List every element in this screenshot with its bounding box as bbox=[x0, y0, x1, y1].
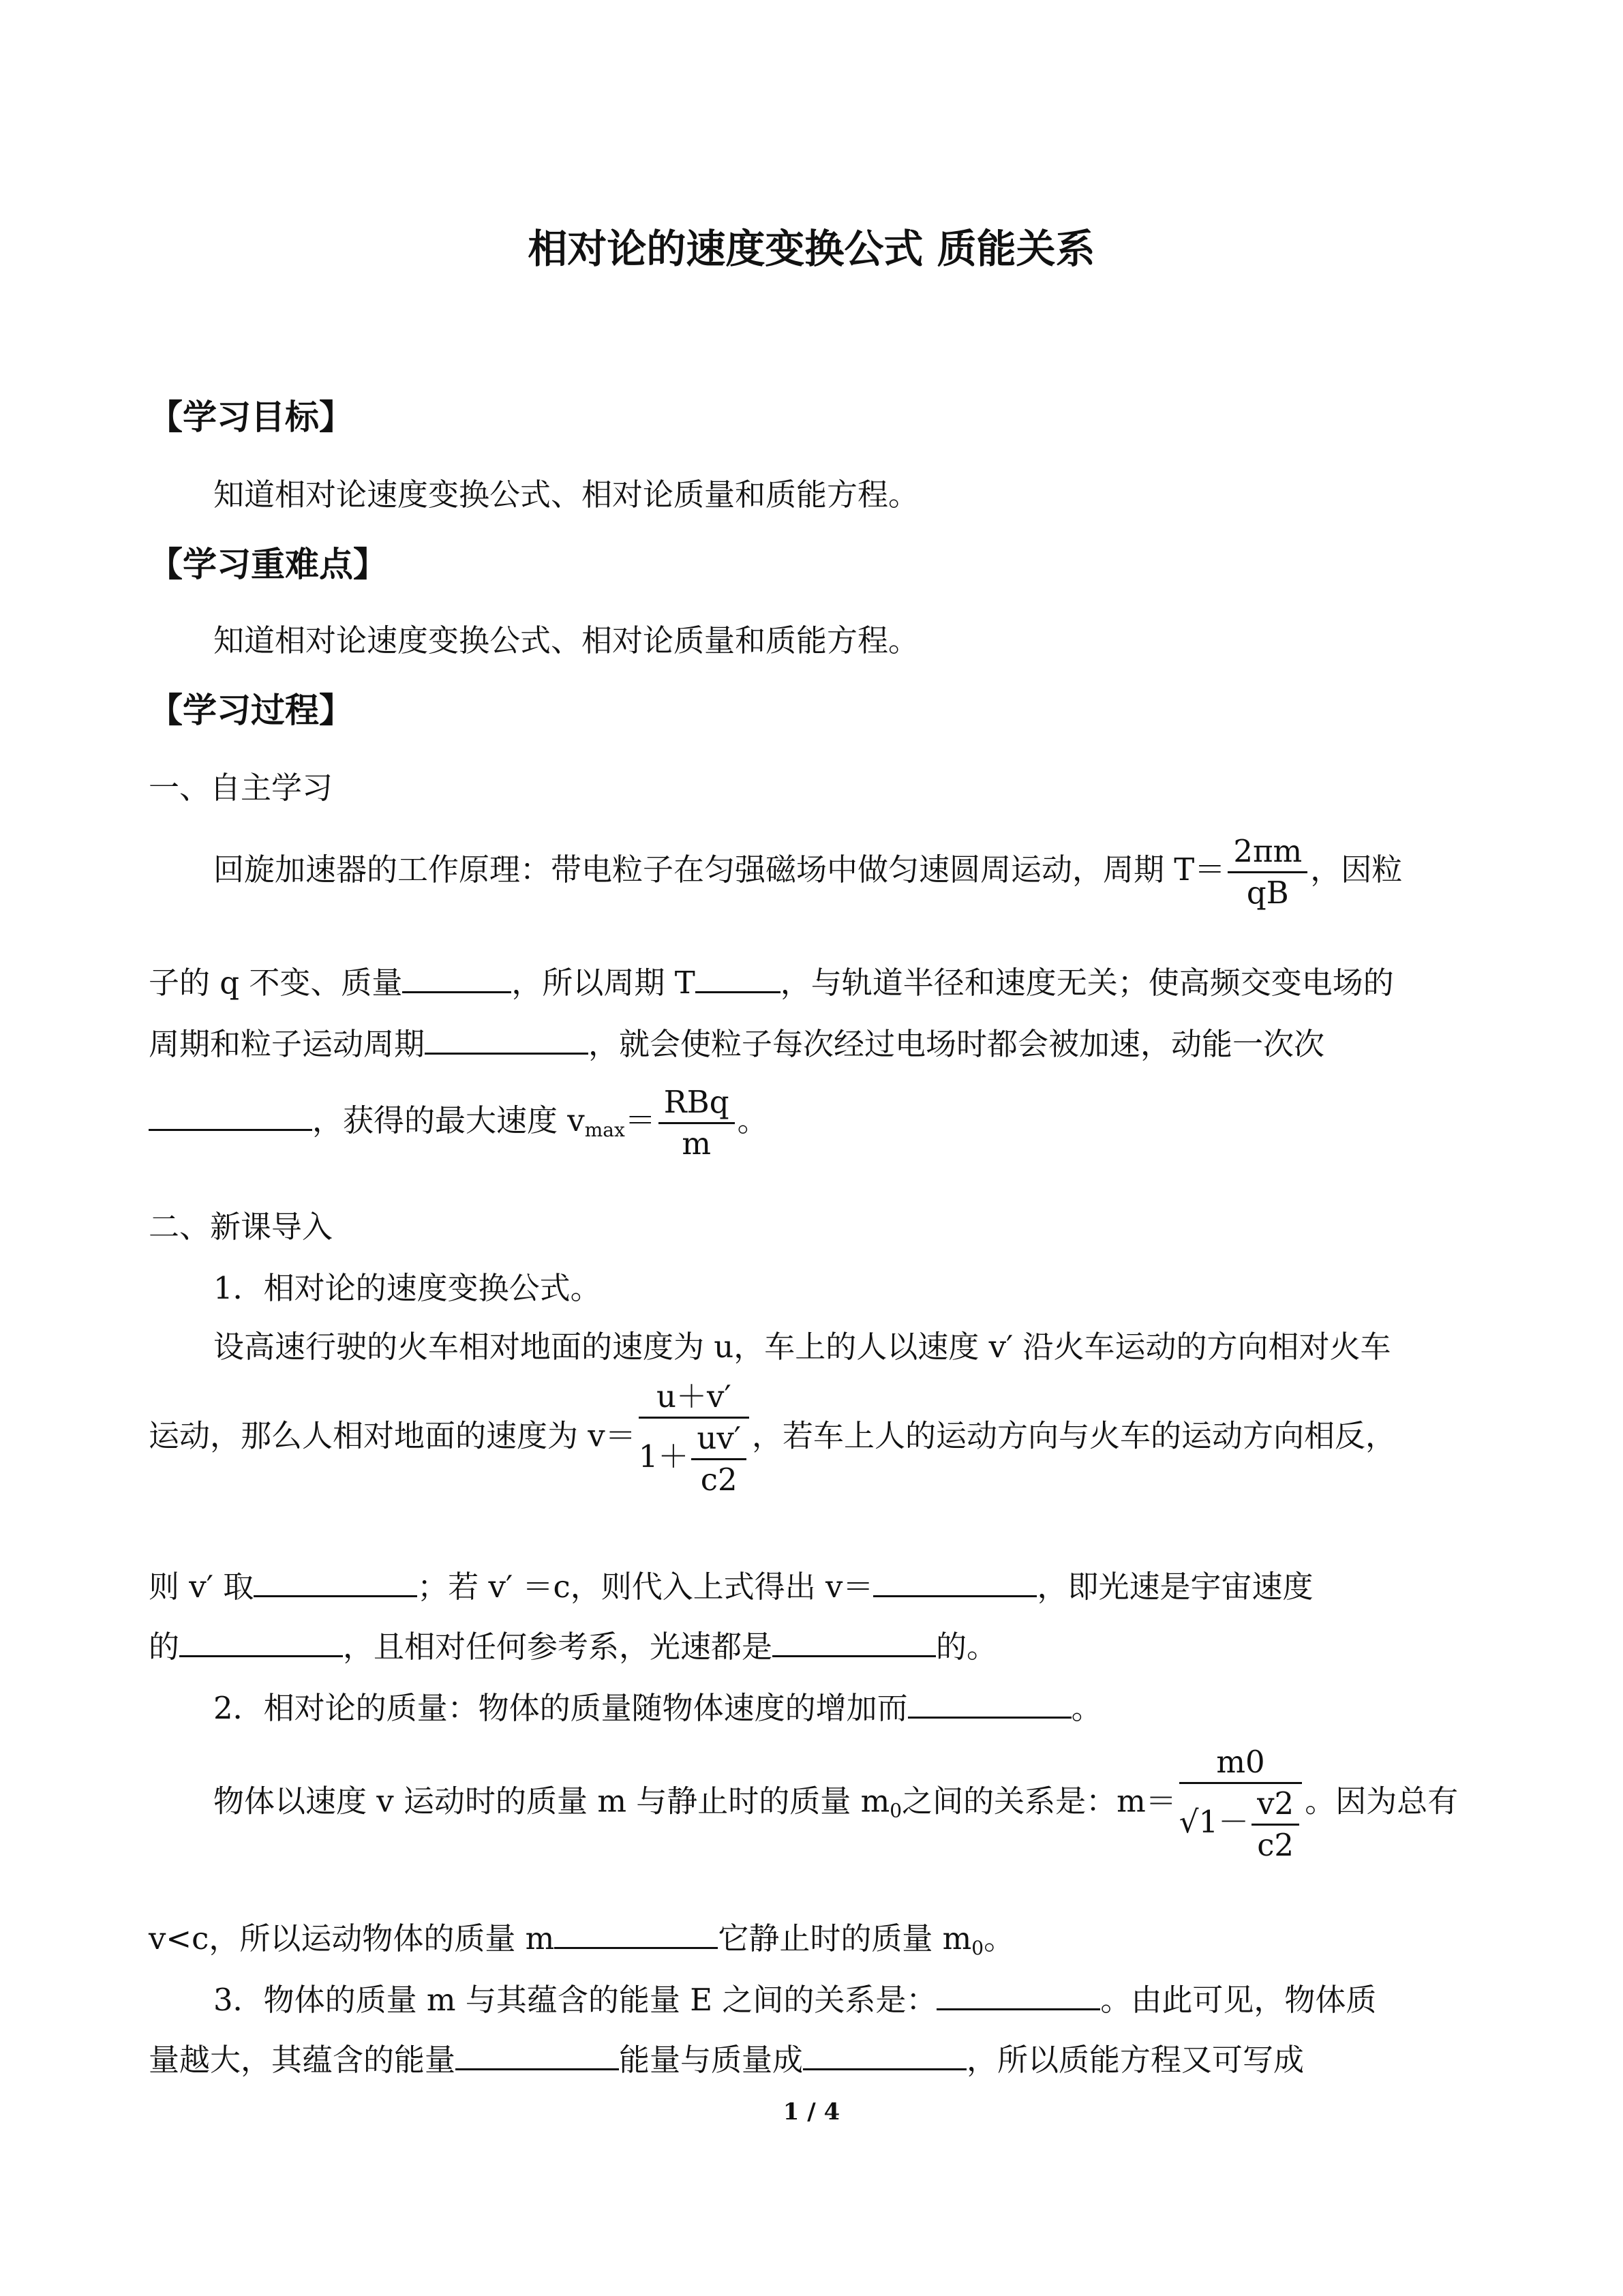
part1-paragraph-3 bbox=[149, 1018, 1324, 1065]
text-run: 回旋加速器的工作原理：带电粒子在匀强磁场中做匀速圆周运动，周期 T＝ bbox=[213, 851, 1226, 888]
blank-line bbox=[908, 1682, 1072, 1719]
section-2-heading bbox=[213, 1682, 1102, 1729]
key-heading: 【学习重难点】 bbox=[149, 545, 387, 584]
text-run: 的。 bbox=[936, 1629, 998, 1665]
fraction-numerator: v2 bbox=[1252, 1784, 1299, 1826]
fraction-numerator: uv′ bbox=[691, 1419, 746, 1460]
blank-line bbox=[425, 1018, 588, 1055]
text-run: 1＋ bbox=[638, 1438, 689, 1475]
text-run: ，若车上人的运动方向与火车的运动方向相反， bbox=[752, 1417, 1397, 1454]
part1-heading: 一、自主学习 bbox=[149, 770, 333, 806]
fraction-denominator bbox=[639, 1419, 749, 1500]
fraction-numerator: 2πm bbox=[1228, 832, 1307, 873]
blank-line bbox=[772, 1621, 936, 1657]
section-1-paragraph-4 bbox=[149, 1621, 997, 1667]
subscript: 0 bbox=[890, 1799, 902, 1822]
text-run: 则 v′ 取 bbox=[149, 1569, 254, 1605]
key-text: 知道相对论速度变换公式、相对论质量和质能方程。 bbox=[213, 622, 920, 659]
section-1-heading: 1．相对论的速度变换公式。 bbox=[213, 1270, 601, 1306]
section-2-paragraph-1 bbox=[213, 1742, 1458, 1865]
text-run: v<c，所以运动物体的质量 m bbox=[149, 1920, 555, 1957]
text-run: ，所以质能方程又可写成 bbox=[967, 2042, 1305, 2078]
blank-line bbox=[695, 957, 780, 993]
fraction-denominator: qB bbox=[1246, 875, 1289, 911]
part1-paragraph-2 bbox=[149, 957, 1394, 1003]
text-run: 。由此可见，物体质 bbox=[1100, 1982, 1377, 2018]
text-run: ＝ bbox=[624, 1102, 656, 1138]
page-number: 1 / 4 bbox=[783, 2098, 840, 2126]
inner-fraction bbox=[691, 1419, 746, 1500]
text-run: ，所以周期 T bbox=[511, 965, 695, 1001]
page-title: 相对论的速度变换公式 质能关系 bbox=[528, 226, 1095, 272]
text-run: 子的 q 不变、质量 bbox=[149, 965, 403, 1001]
process-heading: 【学习过程】 bbox=[149, 691, 353, 730]
blank-line bbox=[179, 1621, 343, 1657]
text-run: 3．物体的质量 m 与其蕴含的能量 E 之间的关系是： bbox=[213, 1982, 937, 2018]
text-run: 它静止时的质量 m bbox=[718, 1920, 972, 1957]
text-run: 周期和粒子运动周期 bbox=[149, 1026, 425, 1062]
part2-heading: 二、新课导入 bbox=[149, 1209, 333, 1245]
text-run: ，获得的最大速度 v bbox=[312, 1102, 585, 1138]
text-run: ，就会使粒子每次经过电场时都会被加速，动能一次次 bbox=[588, 1026, 1325, 1062]
fraction-denominator: c2 bbox=[1257, 1827, 1294, 1863]
fraction-denominator: c2 bbox=[700, 1462, 738, 1498]
text-run: 1－ bbox=[1198, 1804, 1249, 1840]
goal-heading: 【学习目标】 bbox=[149, 397, 353, 437]
text-run: ，因粒 bbox=[1310, 851, 1403, 888]
part1-paragraph-4 bbox=[149, 1083, 768, 1164]
blank-line bbox=[873, 1561, 1037, 1597]
blank-line bbox=[554, 1913, 718, 1949]
text-run: 物体以速度 v 运动时的质量 m 与静止时的质量 m bbox=[213, 1783, 890, 1819]
fraction-denominator bbox=[1179, 1784, 1302, 1865]
text-run: 的 bbox=[149, 1629, 180, 1665]
blank-line bbox=[455, 2034, 619, 2070]
text-run: 。 bbox=[1071, 1690, 1102, 1726]
text-run: 量越大，其蕴含的能量 bbox=[149, 2042, 456, 2078]
radicand-fraction bbox=[1252, 1784, 1299, 1865]
text-run: 2．相对论的质量：物体的质量随物体速度的增加而 bbox=[213, 1690, 908, 1726]
text-run: 。 bbox=[737, 1102, 768, 1138]
text-run: ；若 v′ ＝c，则代入上式得出 v＝ bbox=[417, 1569, 874, 1605]
section-1-paragraph-1: 设高速行驶的火车相对地面的速度为 u，车上的人以速度 v′ 沿火车运动的方向相对火车 bbox=[213, 1329, 1391, 1365]
subscript: 0 bbox=[971, 1937, 984, 1959]
blank-line bbox=[402, 957, 511, 993]
blank-line bbox=[254, 1561, 417, 1597]
section-3-paragraph-1 bbox=[213, 1974, 1376, 2021]
subscript: max bbox=[584, 1119, 625, 1141]
fraction-numerator: RBq bbox=[658, 1083, 735, 1124]
velocity-fraction bbox=[639, 1377, 749, 1500]
text-run: ，且相对任何参考系，光速都是 bbox=[343, 1629, 773, 1665]
blank-line bbox=[803, 2034, 967, 2070]
sqrt-sign: √ bbox=[1179, 1804, 1199, 1840]
goal-text: 知道相对论速度变换公式、相对论质量和质能方程。 bbox=[213, 477, 920, 513]
fraction-denominator: m bbox=[682, 1126, 712, 1162]
section-1-paragraph-2 bbox=[149, 1377, 1396, 1500]
fraction-numerator: m0 bbox=[1179, 1742, 1302, 1784]
vmax-fraction bbox=[658, 1083, 735, 1164]
text-run: 。因为总有 bbox=[1305, 1783, 1459, 1819]
text-run: 运动，那么人相对地面的速度为 v＝ bbox=[149, 1417, 636, 1454]
section-2-paragraph-2 bbox=[149, 1913, 1014, 1969]
period-fraction bbox=[1228, 832, 1307, 913]
fraction-numerator: u＋v′ bbox=[639, 1377, 749, 1419]
part1-paragraph-1 bbox=[213, 832, 1402, 913]
text-run: 之间的关系是：m＝ bbox=[902, 1783, 1177, 1819]
mass-fraction bbox=[1179, 1742, 1302, 1865]
text-run: ，即光速是宇宙速度 bbox=[1037, 1569, 1314, 1605]
blank-line bbox=[937, 1974, 1100, 2010]
section-3-paragraph-2 bbox=[149, 2034, 1304, 2081]
section-1-paragraph-3 bbox=[149, 1561, 1313, 1607]
blank-line bbox=[149, 1095, 312, 1131]
text-run: ，与轨道半径和速度无关；使高频交变电场的 bbox=[780, 965, 1394, 1001]
text-run: 能量与质量成 bbox=[619, 2042, 804, 2078]
text-run: 。 bbox=[984, 1920, 1015, 1957]
